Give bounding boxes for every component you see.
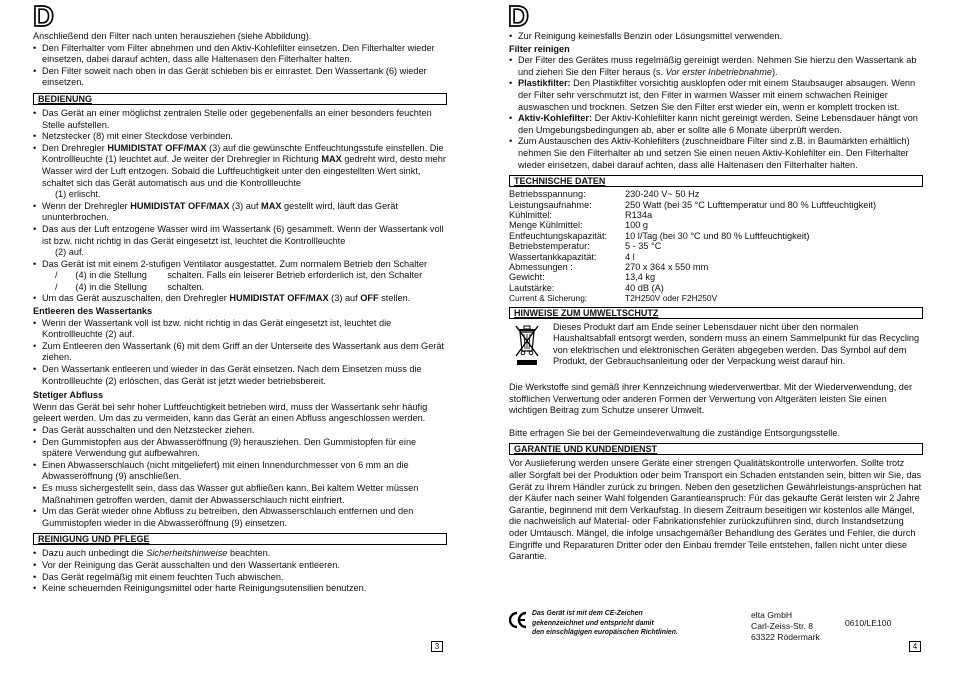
table-row: Leistungsaufnahme: 250 Watt (bei 35 °C Lufttemperatur und 80 % Luftfeuchtigkeit) xyxy=(509,199,877,210)
abfluss-bullet: • Es muss sichergestellt sein, dass das Wasser gut abfließen kann. Bei kaltem Wetter müssen Maßnahmen getroffen werden, damit der Abwasserschlauch nicht einfriert. xyxy=(33,483,447,506)
intro-bullet: • Den Filter soweit nach oben in das Gerät schieben bis er einrastet. Den Wassertank (6) wieder einsetzen. xyxy=(33,66,447,89)
bedienung-continuation: (2) auf. xyxy=(55,247,85,258)
weee-bin-icon xyxy=(509,322,553,368)
ce-mark-icon xyxy=(509,611,527,634)
entleeren-bullet: • Den Wassertank entleeren und wieder in das Gerät einsetzen. Nach dem Einsetzen muss die Kontrollleuchte (2) erlöschen, das Gerät ist jetzt wieder betriebsbereit. xyxy=(33,364,447,387)
table-row: Betriebstemperatur: 5 - 35 °C xyxy=(509,241,662,252)
section-header-umweltschutz: HINWEISE ZUM UMWELTSCHUTZ xyxy=(509,307,923,319)
filter-bullet: • Aktiv-Kohlefilter: Der Aktiv-Kohlefilter kann nicht gereinigt werden. Seine Lebensdauer hängt von den Umgebungsbedingungen ab, aber er sollte alle 6 Monate überprüft werden. xyxy=(509,113,923,136)
table-row: Current & Sicherung: T2H250V oder F2H250V xyxy=(509,293,718,304)
werkstoffe-text: Die Werkstoffe sind gemäß ihrer Kennzeichnung wiederverwertbar. Mit der Wiederverwendung, der stofflichen Verwertung oder anderen Formen der Verwertung von Altgeräten leisten Sie einen wichtigen Beitrag zum Schutze unserer Umwelt. xyxy=(509,381,913,416)
table-row: Menge Kühlmittel: 100 g xyxy=(509,220,648,231)
filter-bullet: • Plastikfilter: Den Plastikfilter vorsichtig ausklopfen oder mit einem Staubsauger absaugen. Wenn der Filter sehr verschmutzt ist, den Filter in warmen Wasser mit einem schwachen Reiniger auswaschen und trocknen. Setzen Sie den Filter erst wieder ein, wenn er komplett trocken ist. xyxy=(509,78,923,113)
bedienung-bullet: • Das Gerät ist mit einem 2-stufigen Ventilator ausgestattet. Zum normalem Betrieb den Schalter xyxy=(33,259,447,271)
bedienung-continuation: / (4) in die Stellung schalten. xyxy=(55,281,205,292)
right-column xyxy=(509,31,923,563)
entleeren-bullet: • Zum Entleeren den Wassertank (6) mit dem Griff an der Unterseite des Wassertank aus dem Gerät ziehen. xyxy=(33,341,447,364)
cleaning-bullet: • Zur Reinigung keinesfalls Benzin oder Lösungsmittel verwenden. xyxy=(509,31,923,43)
language-letter: D xyxy=(33,1,54,33)
reinigung-bullet: • Dazu auch unbedingt die Sicherheitshinweise beachten. xyxy=(33,548,447,560)
bedienung-bullet: • Den Drehregler HUMIDISTAT OFF/MAX (3) auf die gewünschte Entfeuchtungsstufe einstellen. Die Kontrollleuchte (1) leuchtet auf. Je weiter der Drehregler in Richtung MAX gedreht wird, desto mehr Wasser wird der Luft entzogen. Sobald die Luftfeuchtigkeit unter den eingestellten Wert sinkt, schaltet sich das Gerät automatisch aus und die Kontrollleuchte xyxy=(33,143,447,189)
subheading-entleeren: Entleeren des Wassertanks xyxy=(33,306,153,317)
table-row: Kühlmittel: R134a xyxy=(509,209,653,220)
abfluss-bullet: • Um das Gerät wieder ohne Abfluss zu betreiben, den Abwasserschlauch entfernen und den Gummistopfen wieder in die Abwasseröffnung (9) einsetzen. xyxy=(33,506,447,529)
reinigung-bullet: • Das Gerät regelmäßig mit einem feuchten Tuch abwischen. xyxy=(33,572,447,584)
footer xyxy=(509,609,929,649)
manufacturer-address: elta GmbH Carl-Zeiss-Str. 8 63322 Rödermark xyxy=(751,610,820,642)
ce-statement: Das Gerät ist mit dem CE-Zeichen gekennzeichnet und entspricht damit den einschlägigen europäischen Richtlinien. xyxy=(532,610,678,637)
bedienung-bullet: • Wenn der Drehregler HUMIDISTAT OFF/MAX (3) auf MAX gestellt wird, läuft das Gerät ununterbrochen. xyxy=(33,201,447,224)
table-row: Abmessungen : 270 x 364 x 550 mm xyxy=(509,261,709,272)
bedienung-continuation: / (4) in die Stellung schalten. Falls ein leiserer Betrieb erforderlich ist, den Schalter xyxy=(55,270,423,281)
page-number: 3 xyxy=(431,641,443,652)
section-header-reinigung: REINIGUNG UND PFLEGE xyxy=(33,533,447,545)
bedienung-continuation: (1) erlischt. xyxy=(55,189,101,200)
language-letter: D xyxy=(508,1,529,33)
abfluss-bullet: • Einen Abwasserschlauch (nicht mitgeliefert) mit einen Innendurchmesser von 6 mm an die Abwasseröffnung (9) anschließen. xyxy=(33,460,447,483)
abfluss-bullet: • Den Gummistopfen aus der Abwasseröffnung (9) herausziehen. Den Gummistopfen für eine spätere Verwendung gut aufbewahren. xyxy=(33,437,447,460)
reinigung-bullet: • Vor der Reinigung das Gerät ausschalten und den Wassertank entleeren. xyxy=(33,560,447,572)
abfluss-intro: Wenn das Gerät bei sehr hoher Luftfeuchtigkeit betrieben wird, muss der Wassertank sehr häufig geleert werden. Um das zu vermeiden, kann das Gerät an einen Abfluss angeschlossen werden. xyxy=(33,401,428,424)
page-right xyxy=(477,0,954,675)
intro-text: Anschließend den Filter nach unten herausziehen (siehe Abbildung). xyxy=(33,31,312,41)
filter-bullet: • Der Filter des Gerätes muss regelmäßig gereinigt werden. Nehmen Sie hierzu den Wassertank ab und ziehen Sie den Filter heraus (s. Vor erster Inbetriebnahme). xyxy=(509,55,923,78)
filter-bullet: • Zum Austauschen des Aktiv-Kohlefilters (zuschneidbare Filter sind z.B. in Baumärkten erhältlich) nehmen Sie den Filterhalter ab und setzen Sie einen neuen Aktiv-Kohlefilter ein. Den Filterhalter wieder einsetzen, dabei darauf achten, dass alle Haltenasen den Filterhalter halten. xyxy=(509,136,923,171)
table-row: Lautstärke: 40 dB (A) xyxy=(509,282,664,293)
subheading-abfluss: Stetiger Abfluss xyxy=(33,390,104,401)
table-row: Betriebsspannung: 230-240 V~ 50 Hz xyxy=(509,189,700,200)
abfluss-bullet: • Das Gerät ausschalten und den Netzstecker ziehen. xyxy=(33,425,447,437)
tech-specs-table xyxy=(509,189,876,303)
reinigung-bullet: • Keine scheuernden Reinigungsmittel oder harte Reinigungsutensilien benutzen. xyxy=(33,583,447,595)
section-header-technische-daten: TECHNISCHE DATEN xyxy=(509,175,923,187)
table-row: Entfeuchtungskapazität: 10 l/Tag (bei 30 °C und 80 % Luftfeuchtigkeit) xyxy=(509,230,810,241)
document-code: 0610/LE100 xyxy=(845,618,892,628)
bedienung-bullet: • Das Gerät an einer möglichst zentralen Stelle oder gegebenenfalls an einer besonders feuchten Stelle aufstellen. xyxy=(33,108,447,131)
garantie-text: Vor Auslieferung werden unsere Geräte einer strengen Qualitätskontrolle unterworfen. Sollte trotz aller Sorgfalt bei der Produktion oder beim Transport ein Schaden entstanden sein, bitten wir Sie, das Gerät zu Ihrem Händler zurück zu bringen. Neben den gesetzlichen Gewährleistungs-ansprüchen hat der Käufer nach seiner Wahl folgenden Garantieanspruch: Für das gekaufte Gerät leisten wir 2 Jahre Garantie, beginnend mit dem Verkaufstag. In diesem Zeitraum beseitigen wir kostenlos alle Mängel, die nachweislich auf Material- oder Fabrikationsfehler zurückzuführen sind, durch Instandsetzung oder Umtausch. Mängel, die infolge unsachgemäßer Behandlung des Gerätes und Fehler, die durch Eingriffe und Reparaturen Dritter oder den Einbau fremder Teile entstehen, fallen nicht unter diese Garantie. xyxy=(509,458,922,562)
bedienung-bullet: • Das aus der Luft entzogene Wasser wird im Wassertank (6) gesammelt. Wenn der Wassertank voll ist bzw. nicht richtig in das Gerät eingesetzt ist, leuchtet die Kontrollleuchte xyxy=(33,224,447,247)
environment-notice xyxy=(509,322,923,368)
umwelt-text: Dieses Produkt darf am Ende seiner Lebensdauer nicht über den normalen Haushaltsabfall entsorgt werden, sondern muss an einem Sammelpunkt für das Recycling von elektrischen und elektronischen Geräten abgegeben werden. Das Symbol auf dem Produkt, der Gebrauchsanleitung oder der Verpackung weist darauf hin. xyxy=(553,321,920,367)
bedienung-bullet: • Um das Gerät auszuschalten, den Drehregler HUMIDISTAT OFF/MAX (3) auf OFF stellen. xyxy=(33,293,447,305)
section-header-bedienung: BEDIENUNG xyxy=(33,93,447,105)
left-column xyxy=(33,31,447,595)
entleeren-bullet: • Wenn der Wassertank voll ist bzw. nicht richtig in das Gerät eingesetzt ist, leuchtet die Kontrollleuchte (2) auf. xyxy=(33,318,447,341)
gemeinde-text: Bitte erfragen Sie bei der Gemeindeverwaltung die zuständige Entsorgungsstelle. xyxy=(509,427,840,438)
intro-bullet: • Den Filterhalter vom Filter abnehmen und den Aktiv-Kohlefilter einsetzen. Den Filterhalter wieder einsetzen, dabei darauf achten, dass alle Haltenasen den Filterhalter halten. xyxy=(33,43,447,66)
page-number: 4 xyxy=(909,641,921,652)
table-row: Wassertankkapazität: 4 l xyxy=(509,251,635,262)
bedienung-bullet: • Netzstecker (8) mit einer Steckdose verbinden. xyxy=(33,131,447,143)
table-row: Gewicht: 13,4 kg xyxy=(509,272,656,283)
subheading-filter: Filter reinigen xyxy=(509,43,570,54)
section-header-garantie: GARANTIE UND KUNDENDIENST xyxy=(509,443,923,455)
